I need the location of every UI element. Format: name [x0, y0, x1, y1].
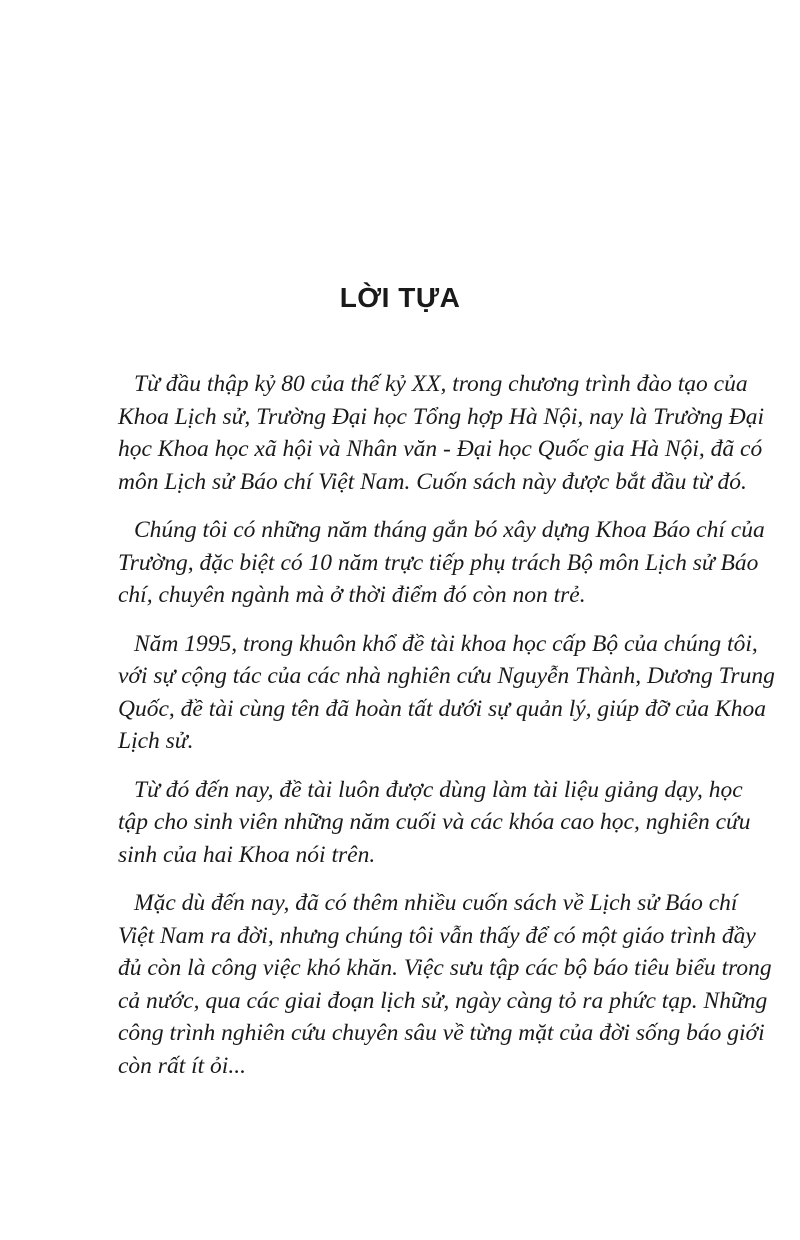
text-line: Trường, đặc biệt có 10 năm trực tiếp phụ trách Bộ môn Lịch sử Báo: [118, 549, 759, 576]
text-line: tập cho sinh viên những năm cuối và các khóa cao học, nghiên cứu: [118, 809, 751, 835]
text-line: Lịch sử.: [118, 728, 194, 754]
text-line: học Khoa học xã hội và Nhân văn - Đại học Quốc gia Hà Nội, đã có: [118, 436, 763, 462]
preface-body: [118, 368, 775, 1098]
paragraph: [118, 887, 772, 1082]
text-line: đủ còn là công việc khó khăn. Việc sưu tập các bộ báo tiêu biểu trong: [118, 955, 772, 981]
text-line: Từ đầu thập kỷ 80 của thế kỷ XX, trong chương trình đào tạo của: [134, 371, 748, 397]
paragraph: [118, 514, 765, 612]
text-line: Quốc, đề tài cùng tên đã hoàn tất dưới sự quản lý, giúp đỡ của Khoa: [118, 695, 766, 722]
text-line: chí, chuyên ngành mà ở thời điểm đó còn non trẻ.: [118, 582, 586, 608]
text-line: với sự cộng tác của các nhà nghiên cứu Nguyễn Thành, Dương Trung: [118, 663, 775, 689]
text-line: Khoa Lịch sử, Trường Đại học Tổng hợp Hà Nội, nay là Trường Đại: [118, 403, 765, 430]
text-line: môn Lịch sử Báo chí Việt Nam. Cuốn sách này được bắt đầu từ đó.: [118, 468, 747, 495]
text-line: Việt Nam ra đời, nhưng chúng tôi vẫn thấy để có một giáo trình đầy: [118, 922, 756, 949]
text-line: Mặc dù đến nay, đã có thêm nhiều cuốn sách về Lịch sử Báo chí: [134, 890, 738, 916]
text-line: còn rất ít ỏi...: [118, 1052, 246, 1079]
text-line: Chúng tôi có những năm tháng gắn bó xây dựng Khoa Báo chí của: [134, 517, 765, 543]
paragraph: [118, 628, 775, 758]
text-line: sinh của hai Khoa nói trên.: [118, 841, 376, 868]
page-title: LỜI TỰA: [339, 282, 461, 313]
text-line: Năm 1995, trong khuôn khổ đề tài khoa học cấp Bộ của chúng tôi,: [134, 630, 758, 657]
paragraph: [118, 368, 765, 498]
text-line: cả nước, qua các giai đoạn lịch sử, ngày càng tỏ ra phức tạp. Những: [118, 987, 768, 1014]
text-line: công trình nghiên cứu chuyên sâu về từng mặt của đời sống báo giới: [118, 1020, 765, 1046]
paragraph: [118, 774, 751, 872]
text-line: Từ đó đến nay, đề tài luôn được dùng làm tài liệu giảng dạy, học: [134, 776, 743, 803]
